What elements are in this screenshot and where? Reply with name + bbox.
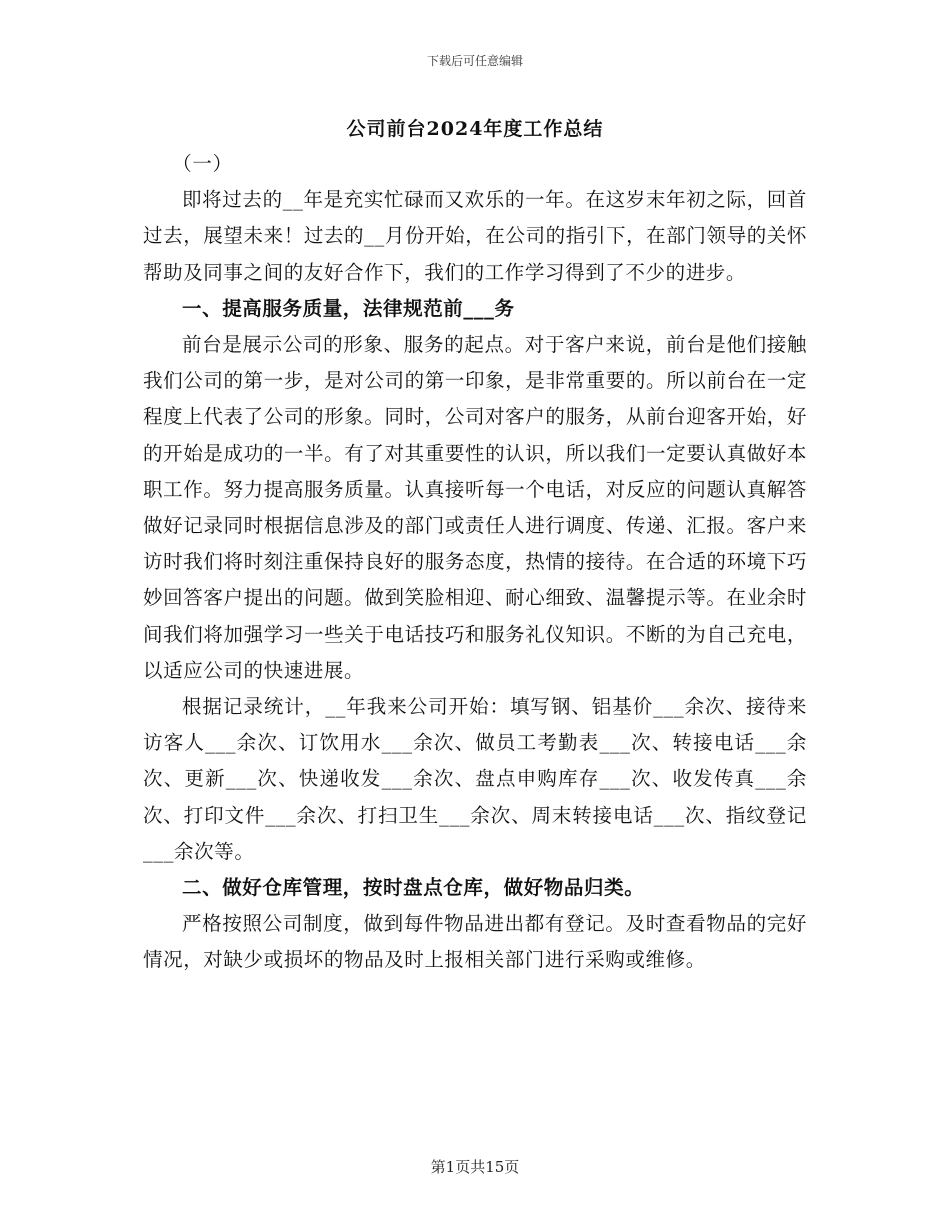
paragraph-front-desk: 前台是展示公司的形象、服务的起点。对于客户来说，前台是他们接触我们公司的第一步，是对公司的第一印象，是非常重要的。所以前台在一定程度上代表了公司的形象。同时，公司对客户的服务，从前台迎客开始，好的开始是成功的一半。有了对其重要性的认识，所以我们一定要认真做好本职工作。努力提高服务质量。认真接听每一个电话，对反应的问题认真解答做好记录同时根据信息涉及的部门或责任人进行调度、传递、汇报。客户来访时我们将时刻注重保持良好的服务态度，热情的接待。在合适的环境下巧妙回答客户提出的问题。做到笑脸相迎、耐心细致、温馨提示等。在业余时间我们将加强学习一些关于电话技巧和服务礼仪知识。不断的为自己充电，以适应公司的快速进展。 bbox=[143, 333, 807, 682]
section-heading-2: 二、做好仓库管理，按时盘点仓库，做好物品归类。 bbox=[182, 876, 645, 900]
page-number: 第1页共15页 bbox=[430, 1158, 520, 1176]
document-body bbox=[143, 146, 807, 979]
page-header-note: 下载后可任意编辑 bbox=[426, 54, 523, 68]
document-title: 公司前台2024年度工作总结 bbox=[346, 118, 604, 140]
paragraph-intro: 即将过去的__年是充实忙碌而又欢乐的一年。在这岁末年初之际，回首过去，展望未来！过去的__月份开始，在公司的指引下，在部门领导的关怀帮助及同事之间的友好合作下，我们的工作学习得到了不少的进步。 bbox=[143, 188, 807, 284]
section-heading-1: 一、提高服务质量，法律规范前___务 bbox=[182, 296, 515, 320]
paragraph-statistics: 根据记录统计，__年我来公司开始：填写钢、铝基价___余次、接待来访客人___余次、订饮用水___余次、做员工考勤表___次、转接电话___余次、更新___次、快递收发___余次、盘点申购库存___次、收发传真___余次、打印文件___余次、打扫卫生___余次、周末转接电话___次、指纹登记___余次等。 bbox=[143, 695, 807, 863]
paragraph-warehouse: 严格按照公司制度，做到每件物品进出都有登记。及时查看物品的完好情况，对缺少或损坏的物品及时上报相关部门进行采购或维修。 bbox=[143, 912, 807, 972]
section-subtitle: （一） bbox=[172, 152, 233, 175]
